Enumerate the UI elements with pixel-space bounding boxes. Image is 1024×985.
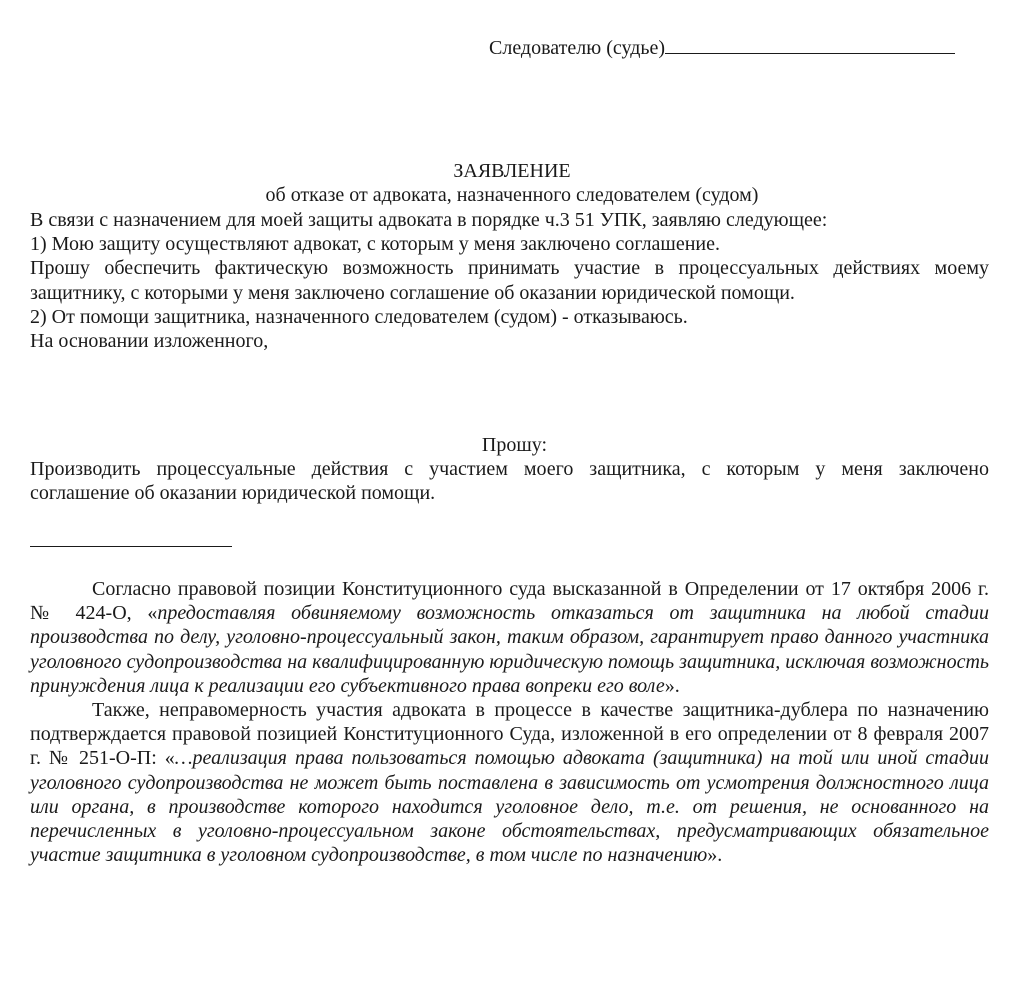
document-subtitle: об отказе от адвоката, назначенного следователем (судом) [265, 184, 759, 206]
document-title: ЗАЯВЛЕНИЕ [453, 160, 571, 182]
petition-line-2: соглашение об оказании юридической помощи. [30, 482, 436, 505]
legal-basis-section [30, 577, 989, 867]
basis-text: На основании изложенного, [30, 330, 269, 353]
item-1-text: 1) Мою защиту осуществляют адвокат, с которым у меня заключено соглашение. [30, 233, 720, 256]
addressee-line [489, 35, 955, 60]
legal-p2-end: ». [707, 844, 723, 867]
request-text-line-2: защитнику, с которыми у меня заключено соглашение об оказании юридической помощи. [30, 281, 795, 304]
legal-p1-quote: предоставляя обвиняемому возможность отказаться от защитника на любой стадии производства по делу, уголовно-процессуальный закон, таким образом, гарантирует право данного участника уголовного судопроизводства на квалифицированную юридическую помощь защитника, исключая возможность принуждения лица к реализации его субъективного права вопреки его воле [30, 602, 989, 697]
request-text-line-1: Прошу обеспечить фактическую возможность принимать участие в процессуальных действиях моему [30, 257, 989, 280]
legal-p2-start: Также, неправомерность участия адвоката в процессе в качестве защитника-дублера по назначению подтверждается правовой позицией Конституционного Суда, изложенной в его определении от 8 февраля 2007 г. № 251-О-П: « [30, 699, 989, 770]
petition-heading: Прошу: [481, 434, 548, 456]
item-2-text: 2) От помощи защитника, назначенного следователем (судом) - отказываюсь. [30, 305, 688, 328]
signature-line [30, 546, 232, 547]
addressee-blank-line [665, 35, 955, 54]
legal-paragraph-2 [30, 698, 989, 867]
intro-text: В связи с назначением для моей защиты адвоката в порядке ч.3 51 УПК, заявляю следующее: [30, 209, 828, 231]
legal-p2-quote: …реализация права пользоваться помощью адвоката (защитника) на той или иной стадии уголовного судопроизводства не может быть поставлена в зависимость от усмотрения должностного лица или органа, в производстве которого находится уголовное дело, т.е. от решения, не основанного на перечисленных в уголовно-процессуальном законе обстоятельствах, предусматривающих обязательное участие защитника в уголовном судопроизводстве, в том числе по назначению [30, 747, 990, 867]
statement-body [30, 208, 989, 353]
petition-body [30, 457, 989, 505]
addressee-label: Следователю (судье) [489, 37, 666, 59]
legal-paragraph-1 [30, 577, 989, 698]
petition-line-1: Производить процессуальные действия с участием моего защитника, с которым у меня заключено [30, 458, 989, 480]
legal-p1-end: ». [664, 674, 680, 697]
legal-p1-start: Согласно правовой позиции Конституционного суда высказанной в Определении от 17 октября 2006 г. № 424-О, « [30, 578, 989, 625]
